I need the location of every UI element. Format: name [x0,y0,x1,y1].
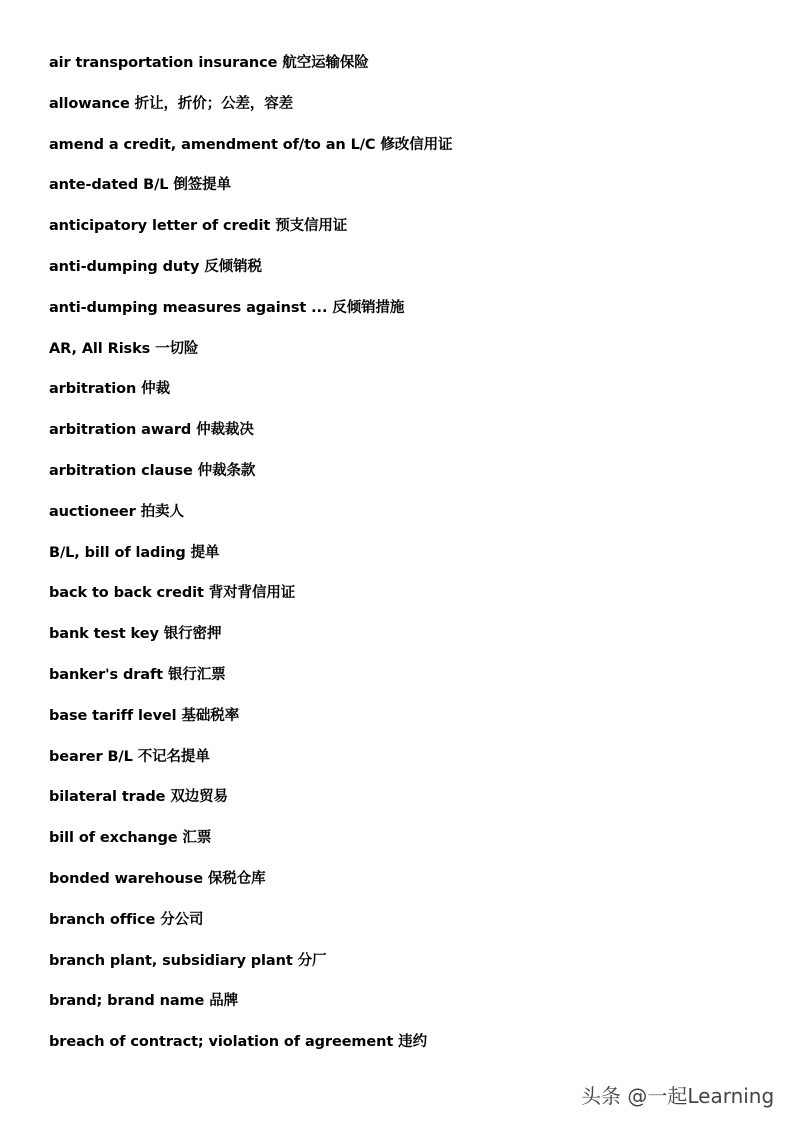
glossary-entry: back to back credit 背对背信用证 [49,585,296,602]
glossary-entry: bill of exchange 汇票 [49,830,212,847]
glossary-entry: AR, All Risks 一切险 [49,340,199,357]
glossary-entry: arbitration award 仲裁裁决 [49,422,254,439]
glossary-entry: arbitration 仲裁 [49,381,170,398]
glossary-list [49,51,769,1071]
glossary-entry: arbitration clause 仲裁条款 [49,462,256,479]
glossary-entry: breach of contract; violation of agreement 违约 [49,1034,427,1051]
glossary-entry: bilateral trade 双边贸易 [49,789,228,806]
glossary-entry: anti-dumping duty 反倾销税 [49,258,262,275]
glossary-entry: base tariff level 基础税率 [49,707,240,724]
glossary-entry: amend a credit, amendment of/to an L/C 修改信用证 [49,136,453,153]
glossary-entry: ante-dated B/L 倒签提单 [49,177,231,194]
glossary-entry: bonded warehouse 保税仓库 [49,870,266,887]
glossary-entry: banker's draft 银行汇票 [49,666,226,683]
glossary-entry: branch office 分公司 [49,911,204,928]
glossary-entry: branch plant, subsidiary plant 分厂 [49,952,327,969]
glossary-entry: air transportation insurance 航空运输保险 [49,55,369,71]
glossary-entry: auctioneer 拍卖人 [49,503,184,520]
glossary-entry: anticipatory letter of credit 预支信用证 [49,218,348,235]
glossary-entry: bearer B/L 不记名提单 [49,748,210,765]
glossary-entry: bank test key 银行密押 [49,626,222,643]
glossary-entry: anti-dumping measures against ... 反倾销措施 [49,299,405,316]
glossary-entry: allowance 折让，折价；公差，容差 [49,95,294,112]
watermark: 头条 @一起Learning [581,1084,775,1108]
glossary-entry: B/L, bill of lading 提单 [49,544,220,561]
glossary-entry: brand; brand name 品牌 [49,993,239,1010]
